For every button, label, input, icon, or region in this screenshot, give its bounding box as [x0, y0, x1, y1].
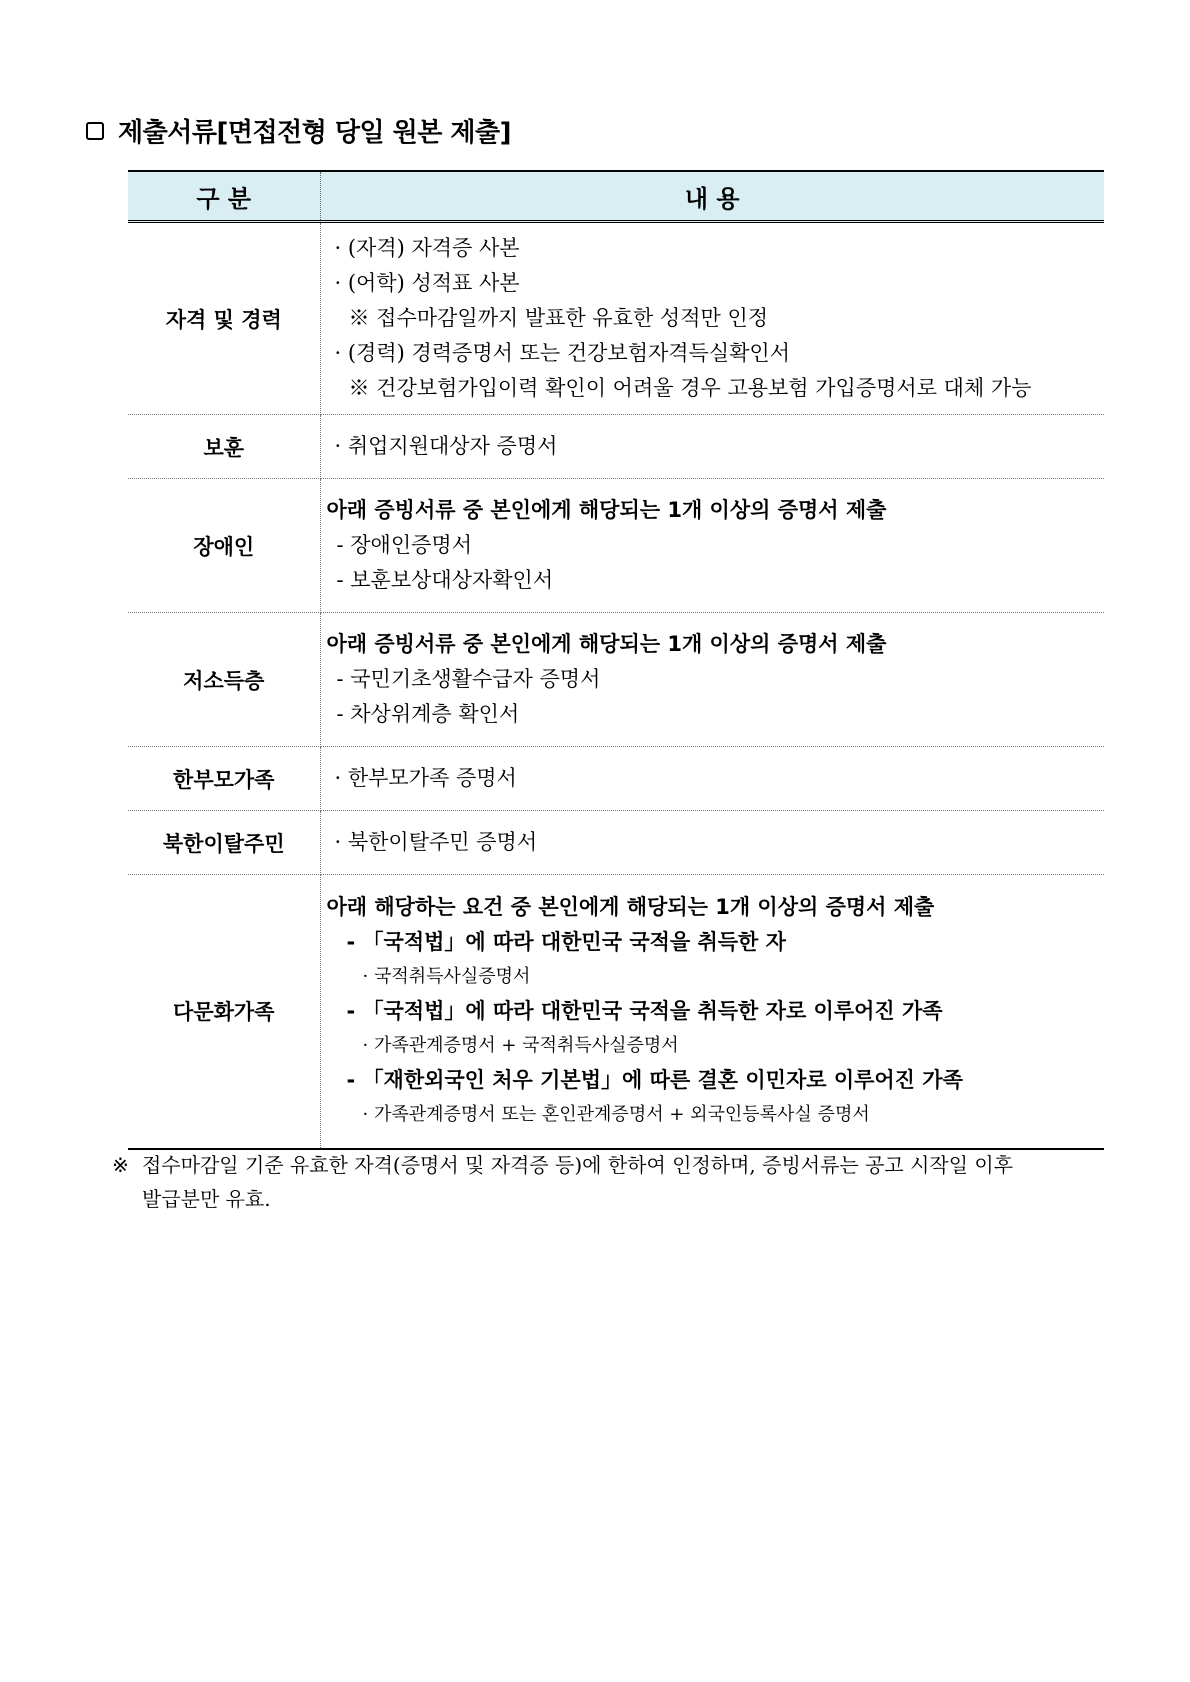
table-row [128, 613, 1104, 747]
note-item: ※ 접수마감일까지 발표한 유효한 성적만 인정 [348, 306, 769, 330]
table-row [128, 415, 1104, 479]
row-content [320, 613, 1104, 747]
requirement-detail: · 가족관계증명서 + 국적취득사실증명서 [362, 1035, 679, 1057]
footnote-text-2: 발급분만 유효. [142, 1187, 271, 1211]
requirement-detail: · 가족관계증명서 또는 혼인관계증명서 + 외국인등록사실 증명서 [362, 1104, 870, 1126]
row-content [320, 811, 1104, 875]
section-title-text: 제출서류[면접전형 당일 원본 제출] [118, 118, 512, 148]
row-category: 한부모가족 [128, 747, 320, 811]
table-row [128, 875, 1104, 1149]
row-content [320, 222, 1104, 415]
row-content [320, 415, 1104, 479]
list-item: - 국민기초생활수급자 증명서 [336, 667, 601, 691]
requirement-detail: · 국적취득사실증명서 [362, 966, 531, 988]
list-item: · 북한이탈주민 증명서 [334, 830, 538, 854]
row-category: 다문화가족 [128, 875, 320, 1149]
row-content [320, 747, 1104, 811]
row-heading: 아래 증빙서류 중 본인에게 해당되는 1개 이상의 증명서 제출 [326, 632, 887, 656]
footnote-text-1: 접수마감일 기준 유효한 자격(증명서 및 자격증 등)에 한하여 인정하며, 증빙서류는 공고 시작일 이후 [142, 1153, 1014, 1177]
footnote-mark: ※ [112, 1153, 129, 1177]
requirement-title: - 「재한외국인 처우 기본법」에 따른 결혼 이민자로 이루어진 가족 [346, 1068, 963, 1093]
header-content: 내 용 [320, 171, 1104, 222]
table-row [128, 747, 1104, 811]
row-content [320, 479, 1104, 613]
list-item: · 한부모가족 증명서 [334, 766, 517, 790]
list-item: - 장애인증명서 [336, 533, 472, 557]
footnote-line-1 [112, 1148, 1112, 1182]
table-row [128, 811, 1104, 875]
header-category: 구 분 [128, 171, 320, 222]
list-item: - 보훈보상대상자확인서 [336, 568, 554, 592]
table-row [128, 222, 1104, 415]
list-item: · (자격) 자격증 사본 [334, 236, 520, 260]
table-header-row [128, 171, 1104, 222]
list-item: · (경력) 경력증명서 또는 건강보험자격득실확인서 [334, 341, 790, 365]
list-item: · 취업지원대상자 증명서 [334, 434, 558, 458]
list-item: - 차상위계층 확인서 [336, 702, 520, 726]
note-item: ※ 건강보험가입이력 확인이 어려울 경우 고용보험 가입증명서로 대체 가능 [348, 376, 1032, 400]
row-category: 보훈 [128, 415, 320, 479]
list-item: · (어학) 성적표 사본 [334, 271, 520, 295]
section-title [86, 112, 511, 149]
row-heading: 아래 해당하는 요건 중 본인에게 해당되는 1개 이상의 증명서 제출 [326, 895, 935, 920]
row-heading: 아래 증빙서류 중 본인에게 해당되는 1개 이상의 증명서 제출 [326, 498, 887, 522]
row-content [320, 875, 1104, 1149]
row-category: 장애인 [128, 479, 320, 613]
documents-table [128, 170, 1104, 1150]
footnote [112, 1148, 1112, 1216]
requirement-title: - 「국적법」에 따라 대한민국 국적을 취득한 자로 이루어진 가족 [346, 999, 943, 1024]
requirement-title: - 「국적법」에 따라 대한민국 국적을 취득한 자 [346, 930, 786, 955]
row-category: 저소득층 [128, 613, 320, 747]
row-category: 자격 및 경력 [128, 222, 320, 415]
checkbox-square-icon [86, 122, 104, 140]
row-category: 북한이탈주민 [128, 811, 320, 875]
table-row [128, 479, 1104, 613]
